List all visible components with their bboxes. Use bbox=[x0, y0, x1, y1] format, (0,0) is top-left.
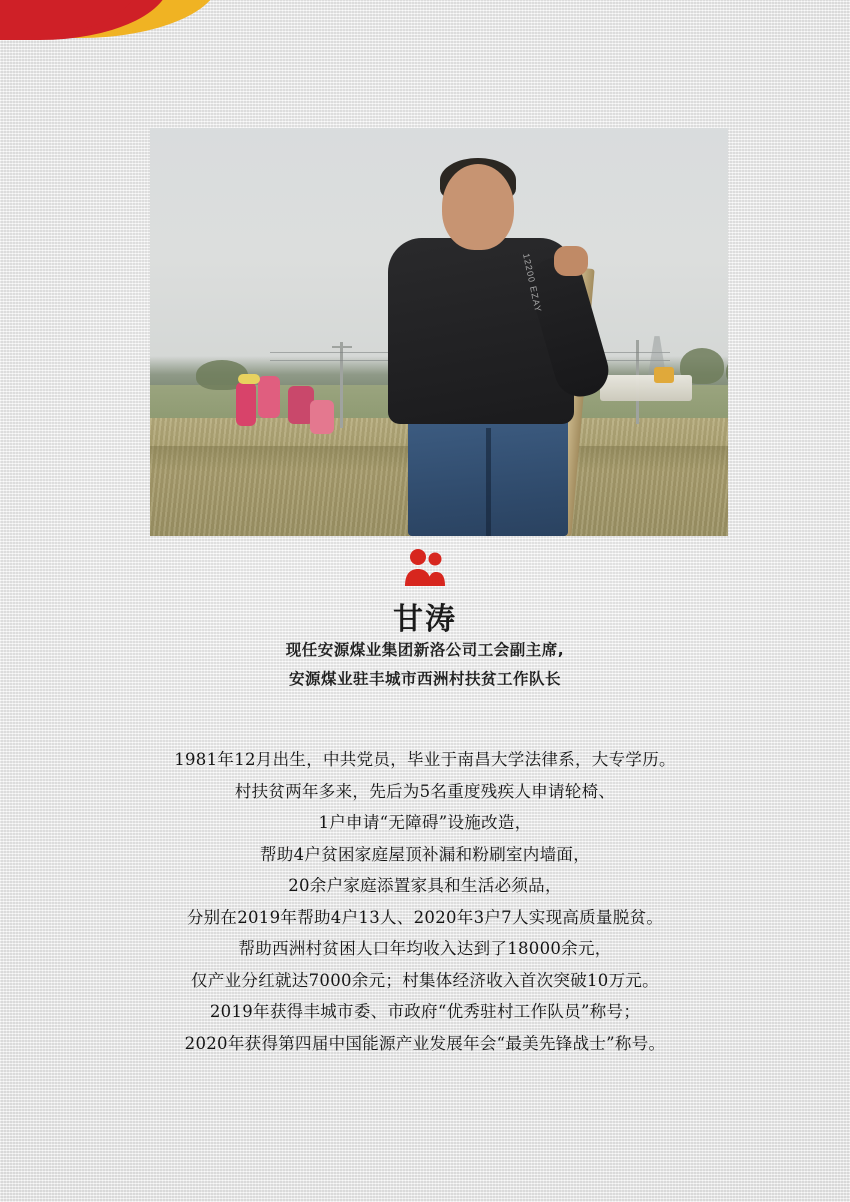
two-people-icon bbox=[0, 548, 850, 590]
position-title-line: 安源煤业驻丰城市西洲村扶贫工作队长 bbox=[288, 670, 561, 688]
utility-pole-1-arm bbox=[332, 346, 352, 348]
biography-line: 帮助西洲村贫困人口年均收入达到了18000余元， bbox=[238, 939, 612, 958]
biography-line: 1981年12月出生，中共党员，毕业于南昌大学法律系，大专学历。 bbox=[174, 750, 676, 769]
background-worker-hat bbox=[238, 374, 260, 384]
page-title: 甘涛 bbox=[393, 602, 457, 637]
biography-line: 村扶贫两年多来，先后为5名重度残疾人申请轮椅、 bbox=[234, 781, 616, 801]
utility-pole-1 bbox=[340, 342, 343, 428]
background-worker-1 bbox=[236, 382, 256, 426]
portrait-photo bbox=[150, 128, 728, 536]
biography-line: 2019年获得丰城市委、市政府“优秀驻村工作队员”称号； bbox=[209, 1002, 641, 1021]
yellow-bag bbox=[654, 367, 674, 383]
biography-line: 2020年获得第四届中国能源产业发展年会“最美先锋战士”称号。 bbox=[184, 1033, 666, 1053]
sleeve-print-text: 12200 EZAY bbox=[521, 252, 544, 314]
harvest-bags bbox=[600, 375, 692, 401]
biography-line: 仅产业分红就达7000余元；村集体经济收入首次突破10万元。 bbox=[191, 970, 659, 990]
subject-leg-split bbox=[486, 428, 491, 536]
subject-hand bbox=[554, 246, 588, 276]
subject-head bbox=[442, 164, 514, 250]
position-title-line: 现任安源煤业集团新洛公司工会副主席, bbox=[285, 641, 565, 659]
biography-line: 帮助4户贫困家庭屋顶补漏和粉刷室内墙面， bbox=[260, 844, 590, 864]
background-worker-2 bbox=[258, 376, 280, 418]
biography-line: 分别在2019年帮助4户13人、2020年3户7人实现高质量脱贫。 bbox=[186, 907, 664, 927]
biography-line: 1户申请“无障碍”设施改造， bbox=[318, 813, 532, 832]
biography-text bbox=[0, 744, 850, 1059]
position-titles bbox=[0, 636, 850, 694]
corner-ribbon-decoration bbox=[0, 0, 232, 40]
biography-line: 20余户家庭添置家具和生活必须品， bbox=[288, 876, 562, 895]
background-worker-4 bbox=[310, 400, 334, 434]
